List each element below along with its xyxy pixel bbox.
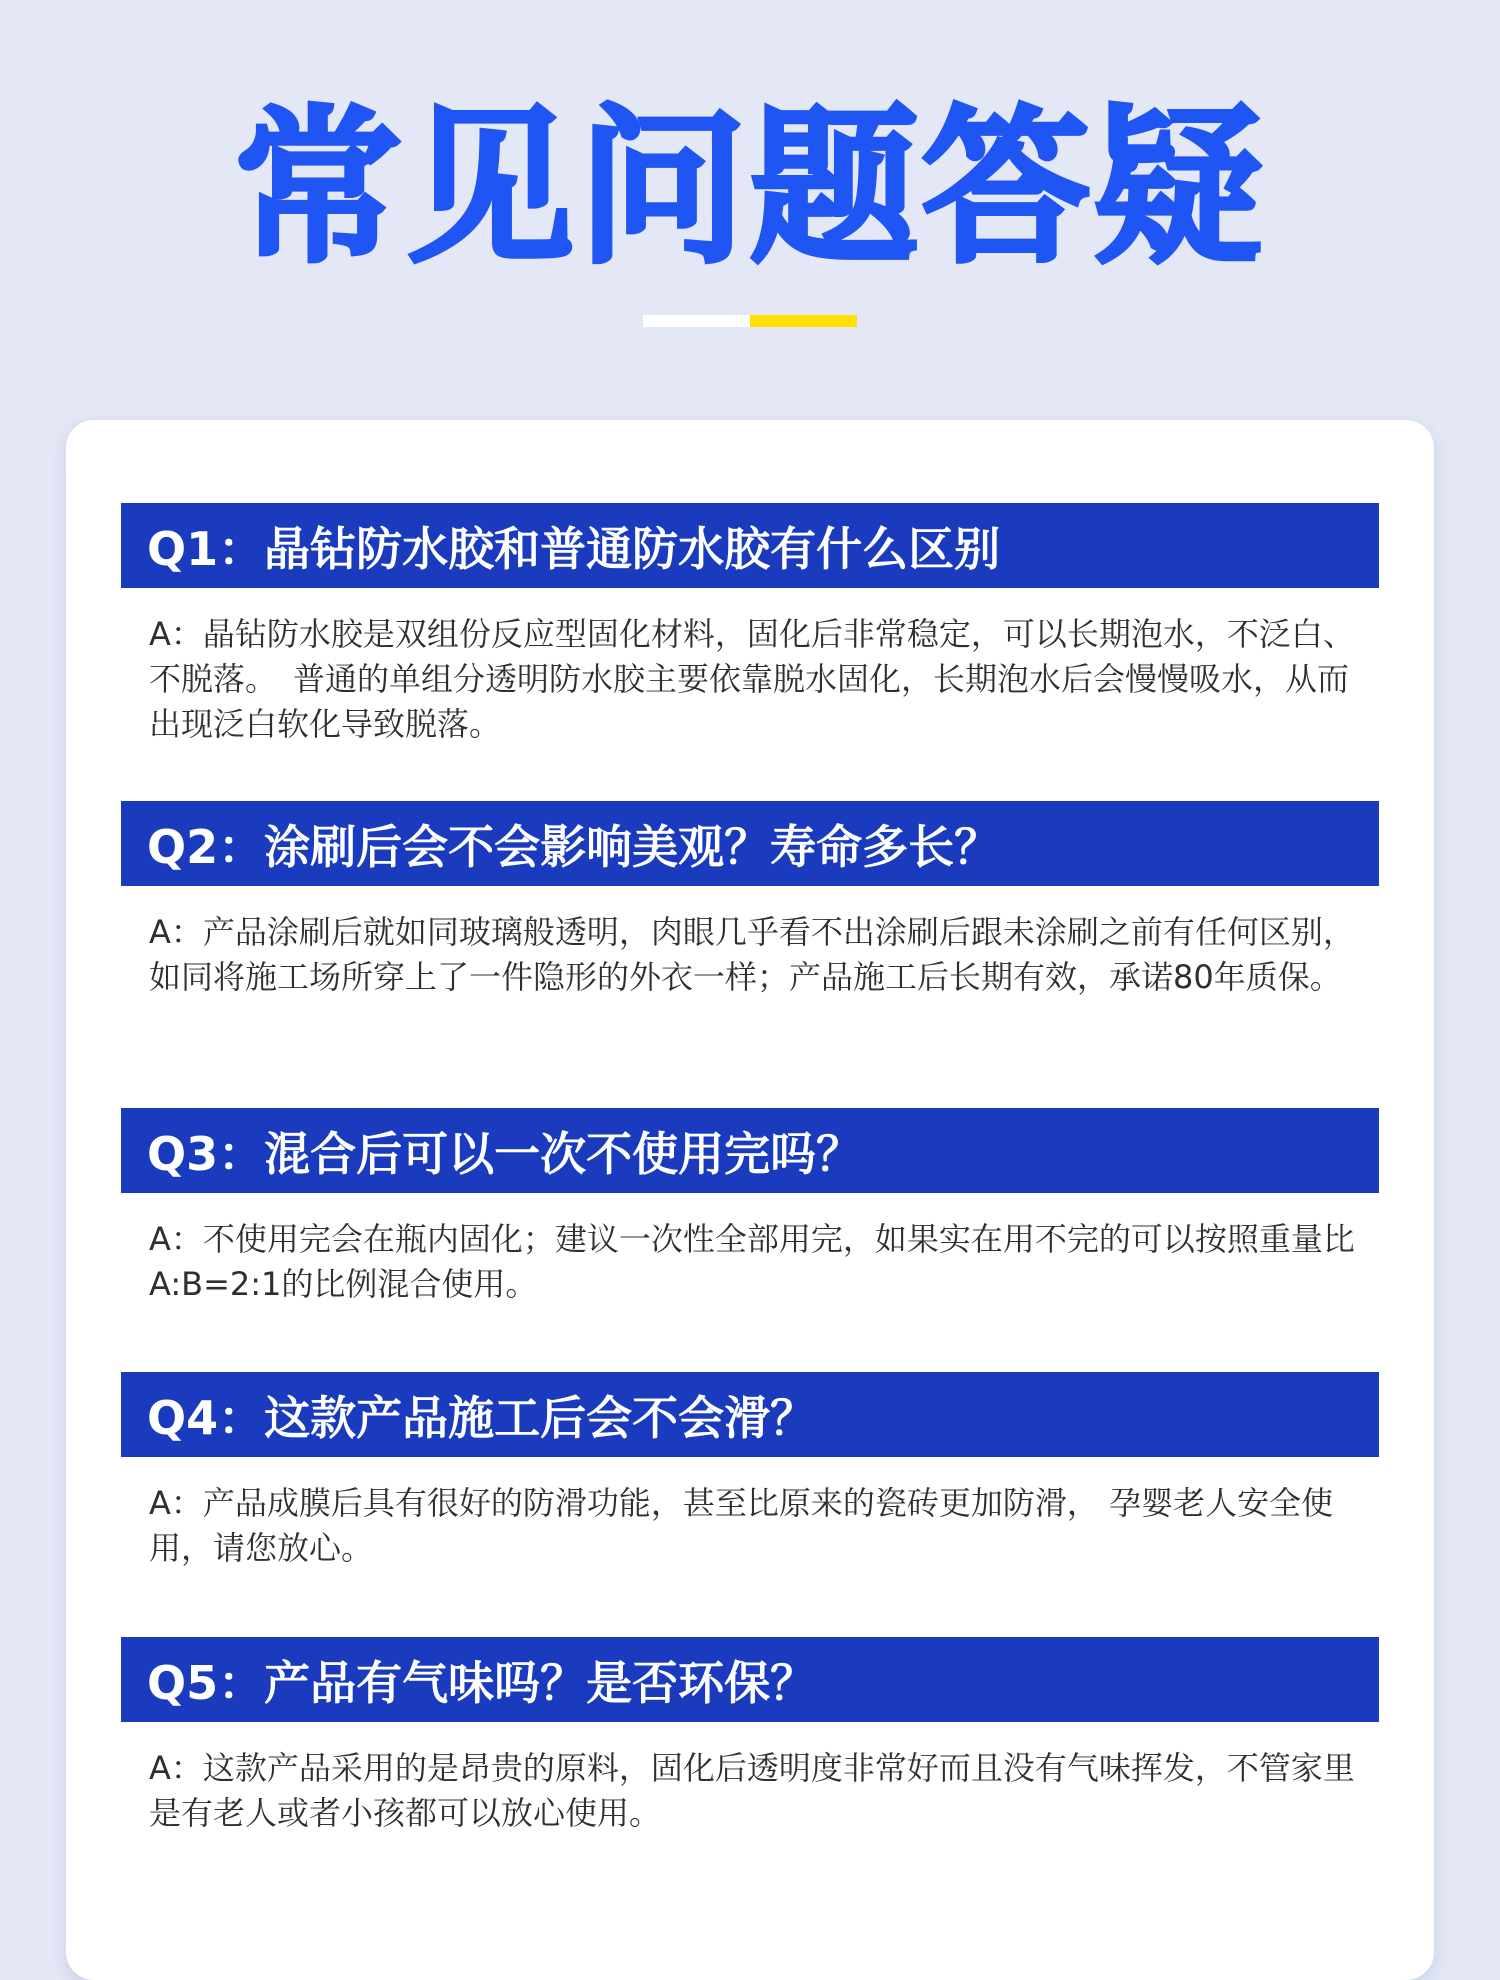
page-title: 常见问题答疑 <box>234 90 1266 286</box>
underline-white-segment <box>643 315 750 327</box>
faq-question-4: Q4：这款产品施工后会不会滑？ <box>121 1372 1379 1457</box>
faq-item-2 <box>121 801 1379 1000</box>
faq-question-5: Q5：产品有气味吗？是否环保？ <box>121 1637 1379 1722</box>
faq-answer-5: A：这款产品采用的是昂贵的原料，固化后透明度非常好而且没有气味挥发，不管家里是有老人或者小孩都可以放心使用。 <box>149 1749 1355 1832</box>
faq-item-3 <box>121 1108 1379 1307</box>
faq-item-5 <box>121 1637 1379 1836</box>
faq-answer-4: A：产品成膜后具有很好的防滑功能，甚至比原来的瓷砖更加防滑， 孕婴老人安全使用，请您放心。 <box>149 1484 1334 1567</box>
faq-card <box>66 420 1434 1980</box>
title-underline <box>643 315 857 327</box>
underline-yellow-segment <box>750 315 857 327</box>
faq-question-3: Q3：混合后可以一次不使用完吗？ <box>121 1108 1379 1193</box>
faq-item-1 <box>121 503 1379 747</box>
faq-question-1: Q1：晶钻防水胶和普通防水胶有什么区别 <box>121 503 1379 588</box>
faq-answer-2: A：产品涂刷后就如同玻璃般透明，肉眼几乎看不出涂刷后跟未涂刷之前有任何区别，如同将施工场所穿上了一件隐形的外衣一样；产品施工后长期有效，承诺80年质保。 <box>149 913 1355 996</box>
faq-answer-3: A：不使用完会在瓶内固化；建议一次性全部用完，如果实在用不完的可以按照重量比A:B=2:1的比例混合使用。 <box>149 1220 1355 1303</box>
faq-question-2: Q2：涂刷后会不会影响美观？寿命多长？ <box>121 801 1379 886</box>
faq-answer-1: A：晶钻防水胶是双组份反应型固化材料，固化后非常稳定，可以长期泡水，不泛白、不脱落。 普通的单组分透明防水胶主要依靠脱水固化，长期泡水后会慢慢吸水，从而出现泛白软化导致脱落。 <box>149 615 1355 743</box>
faq-item-4 <box>121 1372 1379 1571</box>
